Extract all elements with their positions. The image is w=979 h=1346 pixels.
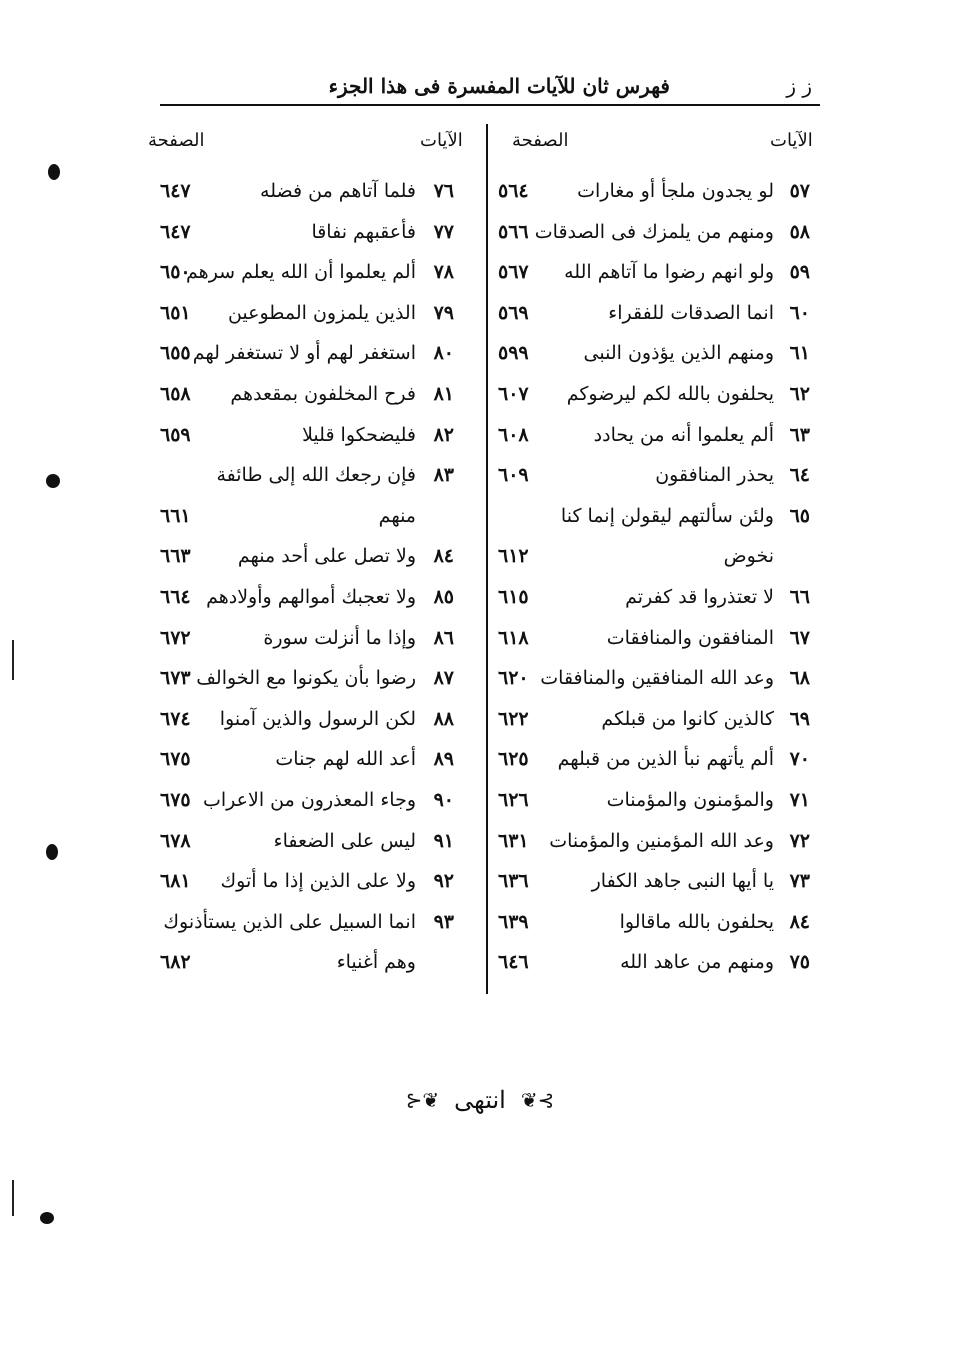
index-row <box>498 663 810 693</box>
verse-text: ولا على الذين إذا ما أتوك <box>220 870 416 893</box>
verse-number: ٧٥ <box>789 951 810 974</box>
verse-text: ولا تعجبك أموالهم وأولادهم <box>206 586 416 608</box>
verse-number: ٦١ <box>789 342 810 365</box>
verse-number: ٨١ <box>433 383 454 405</box>
verse-text: ولئن سألتهم ليقولن إنما كنا <box>560 504 774 527</box>
index-row <box>498 501 810 531</box>
ornament-left: ⊱❦ <box>405 1088 440 1112</box>
page-number: ٦٦٣ <box>160 545 191 568</box>
left-column-page-header: الصفحة <box>148 130 205 151</box>
page-number: ٦٣١ <box>498 829 529 852</box>
verse-number: ٨٩ <box>433 748 454 771</box>
page-number: ٦١٨ <box>498 626 529 649</box>
page-number: ٦٠٧ <box>498 383 529 405</box>
index-row <box>160 947 454 977</box>
index-row <box>498 541 810 571</box>
index-row <box>498 704 810 734</box>
index-row <box>498 217 810 247</box>
page-number: ٦٠٩ <box>498 464 529 487</box>
verse-text: رضوا بأن يكونوا مع الخوالف <box>196 667 416 690</box>
verse-number: ٩٢ <box>433 870 454 893</box>
verse-text: ومنهم من يلمزك فى الصدقات <box>534 220 774 243</box>
index-row <box>160 907 454 937</box>
page-number: ٦١٢ <box>498 545 529 568</box>
verse-text: وعد الله المنافقين والمنافقات <box>540 667 774 690</box>
verse-text: ليس على الضعفاء <box>273 829 416 852</box>
verse-number: ٧١ <box>789 789 810 811</box>
index-row <box>160 582 454 612</box>
verse-number: ٥٨ <box>789 220 810 243</box>
index-row <box>498 460 810 490</box>
index-row <box>498 947 810 977</box>
verse-text: لا تعتذروا قد كفرتم <box>625 586 774 608</box>
page-number: ٦٧٥ <box>160 748 191 771</box>
verse-number: ٦٧ <box>789 626 810 649</box>
verse-text: أعد الله لهم جنات <box>275 748 416 771</box>
scan-edge-line <box>12 1180 14 1216</box>
index-row <box>160 744 454 774</box>
page-number: ٥٦٦ <box>498 220 529 243</box>
index-row <box>160 704 454 734</box>
index-row <box>160 257 454 287</box>
index-row <box>498 582 810 612</box>
index-row <box>160 541 454 571</box>
page-number: ٥٦٩ <box>498 301 529 324</box>
verse-text: انما الصدقات للفقراء <box>608 301 774 324</box>
page-number: ٦٧٥ <box>160 789 191 811</box>
verse-text: فأعقبهم نفاقا <box>311 220 416 243</box>
page-number: ٦٥٥ <box>160 342 191 365</box>
index-row <box>160 623 454 653</box>
index-row <box>160 866 454 896</box>
verse-number: ٧٦ <box>433 180 454 202</box>
verse-number: ٧٠ <box>789 748 810 771</box>
verse-number: ٧٩ <box>433 301 454 324</box>
index-row <box>498 298 810 328</box>
page-number-mark: ز ز <box>786 74 812 98</box>
page-number: ٦٧٤ <box>160 707 191 730</box>
index-row <box>160 501 454 531</box>
page-number: ٦٦١ <box>160 504 191 527</box>
scan-speck <box>46 474 60 488</box>
index-row <box>160 420 454 450</box>
verse-number: ٧٢ <box>789 829 810 852</box>
header-rule <box>160 104 820 106</box>
index-row <box>160 379 454 409</box>
verse-number: ٩٠ <box>433 789 454 811</box>
verse-text: ولا تصل على أحد منهم <box>237 545 416 568</box>
verse-text: وهم أغنياء <box>336 951 416 974</box>
page-number: ٦٢٢ <box>498 707 529 730</box>
verse-number: ٨٠ <box>433 342 454 365</box>
verse-text: وعد الله المؤمنين والمؤمنات <box>549 829 774 852</box>
index-row <box>498 257 810 287</box>
verse-text: يحلفون بالله ماقالوا <box>619 910 774 933</box>
page-title: فهرس ثان للآيات المفسرة فى هذا الجزء <box>328 74 670 98</box>
verse-text: يحلفون بالله لكم ليرضوكم <box>566 383 774 405</box>
page-number: ٦٧٢ <box>160 626 191 649</box>
page-number: ٦٦٤ <box>160 586 191 608</box>
page-number: ٦٣٩ <box>498 910 529 933</box>
page-number: ٦٤٧ <box>160 180 191 202</box>
verse-text: وجاء المعذرون من الاعراب <box>203 789 416 811</box>
right-column-page-header: الصفحة <box>512 130 569 151</box>
verse-text: ألم يعلموا أن الله يعلم سرهم <box>186 261 416 284</box>
page-number: ٦٣٦ <box>498 870 529 893</box>
index-row <box>498 338 810 368</box>
verse-text: فرح المخلفون بمقعدهم <box>230 383 416 405</box>
index-row <box>498 176 810 206</box>
index-row <box>498 826 810 856</box>
verse-number: ٨٣ <box>433 464 454 487</box>
verse-number: ٨٤ <box>789 910 810 933</box>
verse-number: ٦٣ <box>789 423 810 446</box>
page-number: ٦٥٠ <box>160 261 191 284</box>
index-row <box>160 460 454 490</box>
verse-text: وإذا ما أنزلت سورة <box>263 626 416 649</box>
verse-number: ٥٩ <box>789 261 810 284</box>
verse-text: ألم يأتهم نبأ الذين من قبلهم <box>557 748 774 771</box>
verse-text: لكن الرسول والذين آمنوا <box>219 707 416 730</box>
index-row <box>160 338 454 368</box>
closing-word: انتهى <box>454 1086 506 1114</box>
verse-text: استغفر لهم أو لا تستغفر لهم <box>192 342 416 365</box>
verse-number: ٦٢ <box>789 383 810 405</box>
index-row <box>498 379 810 409</box>
verse-number: ٨٥ <box>433 586 454 608</box>
verse-text: منهم <box>378 504 416 527</box>
verse-text: نخوض <box>723 545 774 568</box>
right-column-verses-header: الآيات <box>770 130 813 151</box>
page-number: ٦٠٨ <box>498 423 529 446</box>
page-number: ٦٧٣ <box>160 667 191 690</box>
page-number: ٦٥٩ <box>160 423 191 446</box>
index-row <box>160 176 454 206</box>
index-row <box>160 663 454 693</box>
verse-number: ٧٣ <box>789 870 810 893</box>
verse-number: ٨٦ <box>433 626 454 649</box>
verse-number: ٩٣ <box>433 910 454 933</box>
verse-number: ٦٠ <box>789 301 810 324</box>
page-number: ٦٥١ <box>160 301 191 324</box>
verse-text: يحذر المنافقون <box>655 464 774 487</box>
page-number: ٦٢٥ <box>498 748 529 771</box>
page-number: ٦٤٧ <box>160 220 191 243</box>
index-row <box>160 217 454 247</box>
page-number: ٥٦٧ <box>498 261 529 284</box>
page-number: ٦٥٨ <box>160 383 191 405</box>
column-divider <box>486 124 488 994</box>
verse-number: ٦٩ <box>789 707 810 730</box>
page-number: ٦٧٨ <box>160 829 191 852</box>
verse-number: ٦٤ <box>789 464 810 487</box>
verse-text: يا أيها النبى جاهد الكفار <box>591 870 774 893</box>
index-row <box>160 298 454 328</box>
page-number: ٦٤٦ <box>498 951 529 974</box>
verse-number: ٩١ <box>433 829 454 852</box>
verse-text: ومنهم الذين يؤذون النبى <box>583 342 774 365</box>
verse-number: ٦٨ <box>789 667 810 690</box>
page-number: ٦٢٠ <box>498 667 529 690</box>
closing-ornament <box>370 1086 590 1126</box>
verse-text: فإن رجعك الله إلى طائفة <box>216 464 416 487</box>
verse-number: ٨٢ <box>433 423 454 446</box>
scan-edge-line <box>12 640 14 680</box>
verse-number: ٧٧ <box>433 220 454 243</box>
verse-text: كالذين كانوا من قبلكم <box>601 707 774 730</box>
index-row <box>498 744 810 774</box>
page-number: ٦٢٦ <box>498 789 529 811</box>
page-number: ٦٨١ <box>160 870 191 893</box>
index-row <box>498 623 810 653</box>
verse-text: فليضحكوا قليلا <box>302 423 416 446</box>
verse-text: ولو انهم رضوا ما آتاهم الله <box>564 261 774 284</box>
verse-text: ومنهم من عاهد الله <box>620 951 774 974</box>
page-number: ٥٦٤ <box>498 180 529 202</box>
index-row <box>498 866 810 896</box>
verse-text: لو يجدون ملجأ أو مغارات <box>577 180 774 202</box>
verse-text: والمؤمنون والمؤمنات <box>606 789 774 811</box>
scan-speck <box>46 844 58 860</box>
left-column-verses-header: الآيات <box>420 130 463 151</box>
page-header <box>300 72 820 106</box>
page-number: ٦١٥ <box>498 586 529 608</box>
verse-text: فلما آتاهم من فضله <box>260 180 416 202</box>
page-number: ٦٨٢ <box>160 951 191 974</box>
page-number: ٥٩٩ <box>498 342 529 365</box>
verse-number: ٨٤ <box>433 545 454 568</box>
index-row <box>498 420 810 450</box>
verse-text: الذين يلمزون المطوعين <box>227 301 416 324</box>
verse-text: المنافقون والمنافقات <box>606 626 774 649</box>
verse-number: ٧٨ <box>433 261 454 284</box>
verse-number: ٨٨ <box>433 707 454 730</box>
verse-number: ٦٦ <box>789 586 810 608</box>
scan-speck <box>40 1212 54 1224</box>
verse-number: ٦٥ <box>789 504 810 527</box>
verse-number: ٨٧ <box>433 667 454 690</box>
index-row <box>498 785 810 815</box>
verse-number: ٥٧ <box>789 180 810 202</box>
index-row <box>498 907 810 937</box>
ornament-right: ❦⊰ <box>520 1088 555 1112</box>
index-row <box>160 826 454 856</box>
verse-text: انما السبيل على الذين يستأذنوك <box>163 910 416 933</box>
scan-speck <box>48 164 60 180</box>
index-row <box>160 785 454 815</box>
verse-text: ألم يعلموا أنه من يحادد <box>593 423 774 446</box>
